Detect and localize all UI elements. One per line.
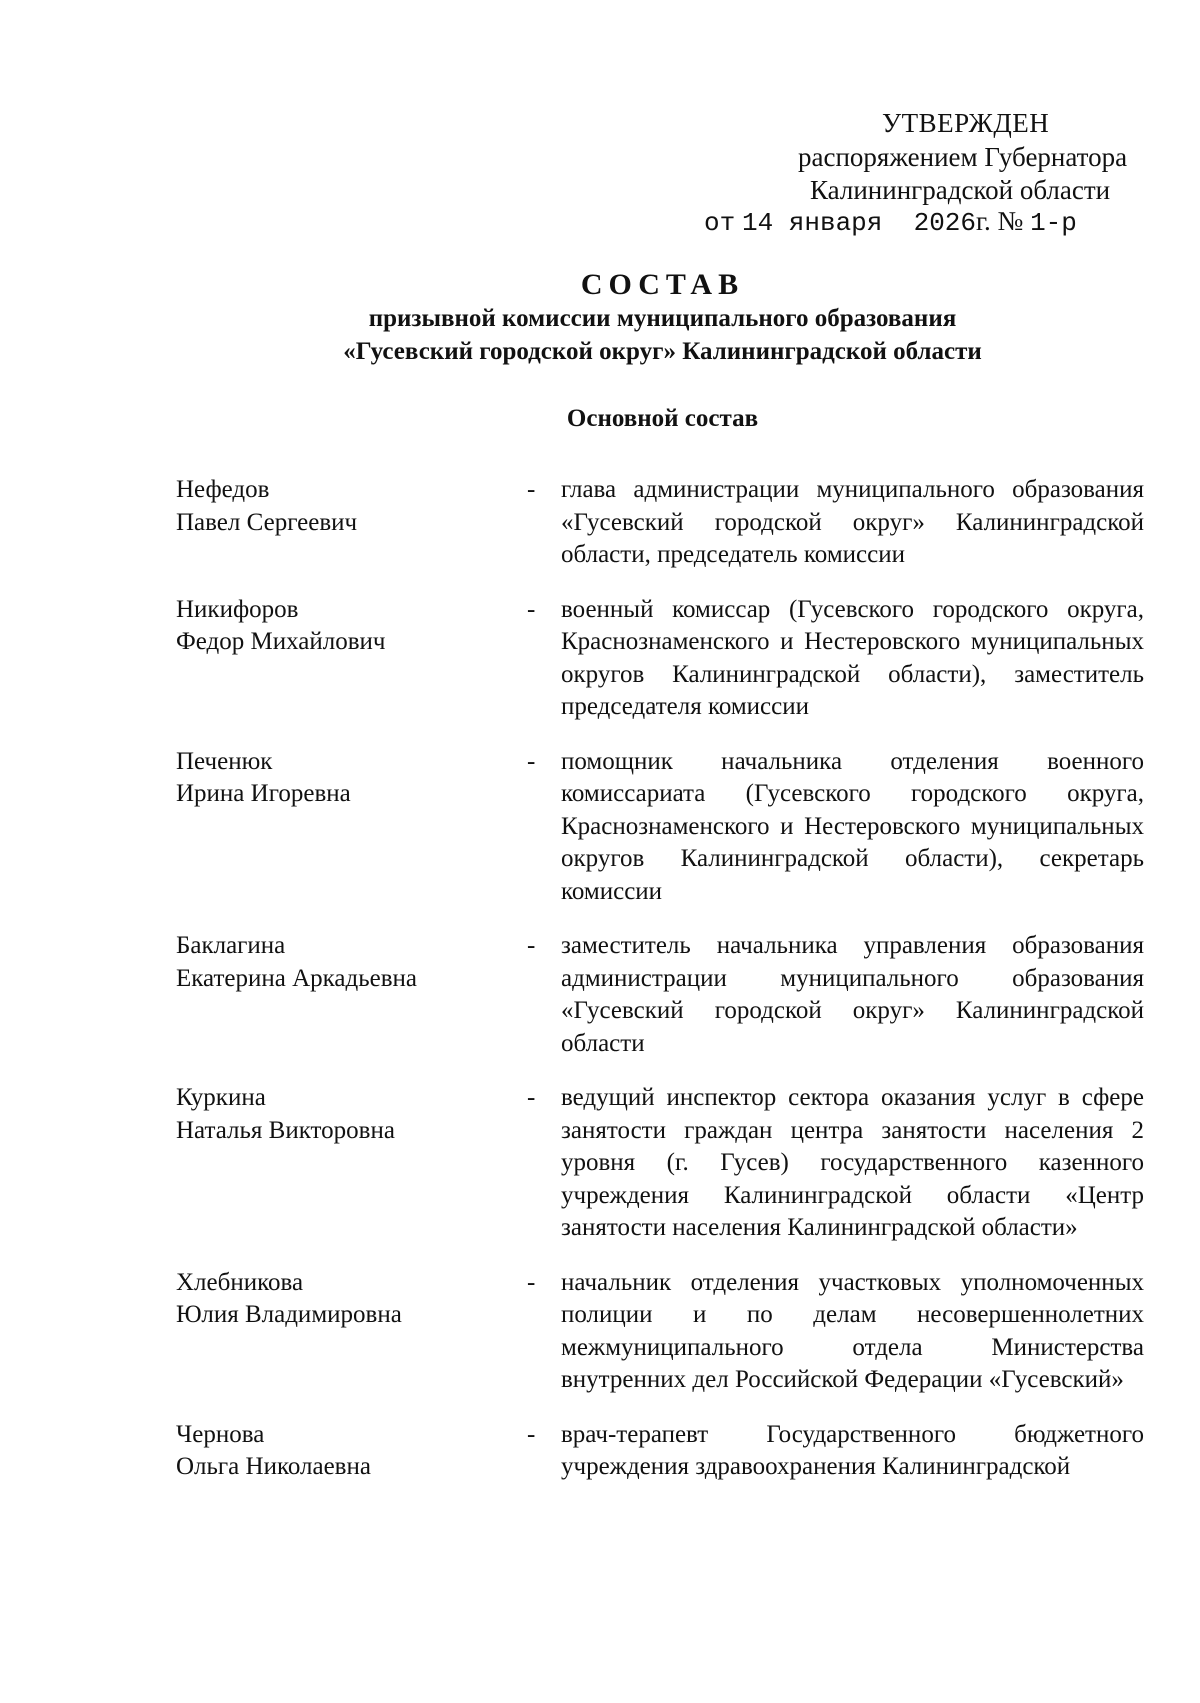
- member-given-name: Павел Сергеевич: [176, 508, 358, 536]
- member-name: [176, 1267, 527, 1397]
- member-dash: -: [527, 747, 536, 775]
- member-dash: -: [527, 932, 536, 959]
- member-dash: -: [527, 1268, 536, 1296]
- member-role: врач-терапевт Государственного бюджетного учреждения здравоохранения Калининградской: [561, 1420, 1144, 1480]
- order-number: 1-р: [1030, 208, 1077, 238]
- document-subtitle-line1: призывной комиссии муниципального образования: [368, 305, 957, 332]
- member-given-name: Екатерина Аркадьевна: [176, 964, 418, 992]
- date-value: 14 января 2026: [741, 208, 977, 238]
- member-row: [176, 474, 1144, 572]
- member-surname: Печенюк: [176, 747, 273, 775]
- document-title: СОСТАВ: [580, 268, 745, 301]
- date-suffix: г. №: [976, 206, 1024, 236]
- member-row: [176, 594, 1144, 724]
- member-row: [176, 930, 1144, 1060]
- member-row: [176, 746, 1144, 909]
- member-dash: -: [527, 1084, 536, 1111]
- member-surname: Куркина: [176, 1084, 266, 1111]
- member-name: [176, 1082, 527, 1245]
- member-role: помощник начальника отделения военного комиссариата (Гусевского городского округа, Краснознаменского и Нестеровского муниципальных округов Калининградской области), секретарь комиссии: [561, 747, 1144, 905]
- member-given-name: Юлия Владимировна: [176, 1301, 402, 1328]
- approval-title: УТВЕРЖДЕН: [882, 108, 1050, 138]
- member-name: [176, 746, 527, 909]
- member-row: [176, 1082, 1144, 1245]
- member-role: заместитель начальника управления образования администрации муниципального образования «Гусевский городской округ» Калининградской области: [561, 932, 1144, 1057]
- member-row: [176, 1419, 1144, 1484]
- member-name: [176, 474, 527, 572]
- member-role: ведущий инспектор сектора оказания услуг в сфере занятости граждан центра занятости населения 2 уровня (г. Гусев) государственного казенного учреждения Калининградской области «Центр занятости населения Калининградской области»: [561, 1084, 1144, 1241]
- member-surname: Хлебникова: [176, 1268, 304, 1296]
- approval-date-line: [704, 206, 1077, 238]
- member-given-name: Ирина Игоревна: [176, 780, 351, 807]
- member-dash: -: [527, 476, 536, 503]
- member-name: [176, 930, 527, 1060]
- date-prefix: от: [704, 208, 736, 238]
- member-dash: -: [527, 595, 536, 623]
- approval-authority: распоряжением Губернатора: [798, 142, 1128, 172]
- members-list: [176, 474, 1144, 1506]
- member-role: глава администрации муниципального образования «Гусевский городской округ» Калининградской области, председатель комиссии: [561, 476, 1144, 568]
- member-name: [176, 594, 527, 724]
- member-surname: Никифоров: [176, 595, 299, 623]
- member-role: начальник отделения участковых уполномоченных полиции и по делам несовершеннолетних межмуниципального отдела Министерства внутренних дел Российской Федерации «Гусевский»: [561, 1268, 1144, 1393]
- member-dash: -: [527, 1420, 536, 1448]
- member-surname: Нефедов: [176, 476, 270, 503]
- member-given-name: Федор Михайлович: [176, 628, 386, 655]
- member-given-name: Наталья Викторовна: [176, 1116, 395, 1144]
- member-surname: Чернова: [176, 1420, 265, 1448]
- member-role: военный комиссар (Гусевского городского округа, Краснознаменского и Нестеровского муниципальных округов Калининградской области), заместитель председателя комиссии: [561, 595, 1144, 720]
- member-row: [176, 1267, 1144, 1397]
- section-title: Основной состав: [566, 405, 759, 432]
- document-subtitle-line2: «Гусевский городской округ» Калининградской области: [343, 338, 982, 365]
- member-surname: Баклагина: [176, 932, 286, 959]
- member-name: [176, 1419, 527, 1484]
- approval-region: Калининградской области: [810, 175, 1111, 205]
- member-given-name: Ольга Николаевна: [176, 1453, 371, 1480]
